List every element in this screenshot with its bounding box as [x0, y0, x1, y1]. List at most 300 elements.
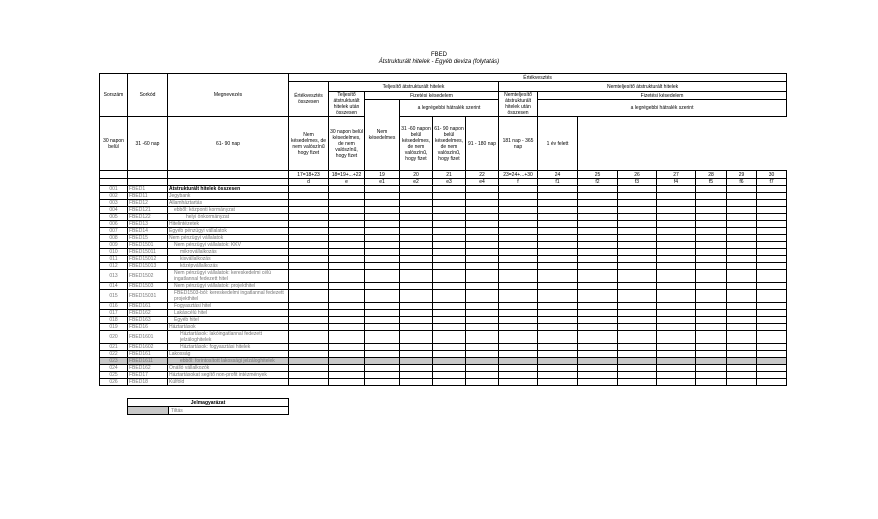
- value-cell[interactable]: [400, 200, 433, 207]
- value-cell[interactable]: [365, 249, 400, 256]
- value-cell[interactable]: [618, 351, 657, 358]
- value-cell[interactable]: [400, 372, 433, 379]
- value-cell[interactable]: [499, 324, 538, 331]
- value-cell[interactable]: [538, 372, 578, 379]
- value-cell[interactable]: [696, 221, 727, 228]
- value-cell[interactable]: [329, 249, 365, 256]
- value-cell[interactable]: [696, 214, 727, 221]
- value-cell[interactable]: [289, 372, 329, 379]
- value-cell[interactable]: [400, 331, 433, 344]
- value-cell[interactable]: [538, 344, 578, 351]
- value-cell[interactable]: [289, 256, 329, 263]
- value-cell[interactable]: [329, 358, 365, 365]
- value-cell[interactable]: [727, 263, 757, 270]
- value-cell[interactable]: [696, 207, 727, 214]
- value-cell[interactable]: [499, 256, 538, 263]
- value-cell[interactable]: [289, 186, 329, 193]
- value-cell[interactable]: [578, 256, 618, 263]
- value-cell[interactable]: [757, 256, 787, 263]
- value-cell[interactable]: [657, 186, 696, 193]
- value-cell[interactable]: [727, 193, 757, 200]
- value-cell[interactable]: [696, 344, 727, 351]
- value-cell[interactable]: [578, 283, 618, 290]
- value-cell[interactable]: [657, 290, 696, 303]
- value-cell[interactable]: [289, 242, 329, 249]
- value-cell[interactable]: [618, 324, 657, 331]
- value-cell[interactable]: [696, 379, 727, 386]
- value-cell[interactable]: [365, 310, 400, 317]
- value-cell[interactable]: [466, 310, 499, 317]
- value-cell[interactable]: [657, 270, 696, 283]
- value-cell[interactable]: [757, 344, 787, 351]
- value-cell[interactable]: [696, 193, 727, 200]
- value-cell[interactable]: [329, 186, 365, 193]
- value-cell[interactable]: [433, 270, 466, 283]
- value-cell[interactable]: [365, 235, 400, 242]
- value-cell[interactable]: [289, 290, 329, 303]
- value-cell[interactable]: [538, 351, 578, 358]
- value-cell[interactable]: [538, 228, 578, 235]
- value-cell[interactable]: [727, 358, 757, 365]
- value-cell[interactable]: [538, 193, 578, 200]
- value-cell[interactable]: [329, 351, 365, 358]
- value-cell[interactable]: [618, 310, 657, 317]
- value-cell[interactable]: [433, 242, 466, 249]
- value-cell[interactable]: [433, 324, 466, 331]
- value-cell[interactable]: [538, 310, 578, 317]
- value-cell[interactable]: [578, 193, 618, 200]
- value-cell[interactable]: [727, 379, 757, 386]
- value-cell[interactable]: [696, 317, 727, 324]
- value-cell[interactable]: [499, 310, 538, 317]
- value-cell[interactable]: [466, 283, 499, 290]
- value-cell[interactable]: [757, 249, 787, 256]
- value-cell[interactable]: [289, 379, 329, 386]
- value-cell[interactable]: [499, 193, 538, 200]
- value-cell[interactable]: [757, 228, 787, 235]
- value-cell[interactable]: [757, 186, 787, 193]
- value-cell[interactable]: [657, 249, 696, 256]
- value-cell[interactable]: [400, 310, 433, 317]
- value-cell[interactable]: [578, 290, 618, 303]
- value-cell[interactable]: [657, 365, 696, 372]
- value-cell[interactable]: [657, 351, 696, 358]
- value-cell[interactable]: [578, 324, 618, 331]
- value-cell[interactable]: [727, 214, 757, 221]
- value-cell[interactable]: [727, 351, 757, 358]
- value-cell[interactable]: [657, 372, 696, 379]
- value-cell[interactable]: [329, 193, 365, 200]
- value-cell[interactable]: [757, 193, 787, 200]
- value-cell[interactable]: [578, 186, 618, 193]
- value-cell[interactable]: [289, 344, 329, 351]
- value-cell[interactable]: [365, 256, 400, 263]
- value-cell[interactable]: [538, 290, 578, 303]
- value-cell[interactable]: [618, 256, 657, 263]
- value-cell[interactable]: [433, 221, 466, 228]
- value-cell[interactable]: [757, 214, 787, 221]
- value-cell[interactable]: [365, 290, 400, 303]
- value-cell[interactable]: [696, 283, 727, 290]
- value-cell[interactable]: [757, 358, 787, 365]
- value-cell[interactable]: [433, 200, 466, 207]
- value-cell[interactable]: [657, 242, 696, 249]
- value-cell[interactable]: [696, 351, 727, 358]
- value-cell[interactable]: [657, 207, 696, 214]
- value-cell[interactable]: [365, 228, 400, 235]
- value-cell[interactable]: [466, 344, 499, 351]
- value-cell[interactable]: [400, 270, 433, 283]
- value-cell[interactable]: [466, 324, 499, 331]
- value-cell[interactable]: [400, 290, 433, 303]
- value-cell[interactable]: [466, 235, 499, 242]
- value-cell[interactable]: [329, 372, 365, 379]
- value-cell[interactable]: [538, 214, 578, 221]
- value-cell[interactable]: [466, 372, 499, 379]
- value-cell[interactable]: [499, 270, 538, 283]
- value-cell[interactable]: [289, 221, 329, 228]
- value-cell[interactable]: [538, 186, 578, 193]
- value-cell[interactable]: [365, 242, 400, 249]
- value-cell[interactable]: [400, 186, 433, 193]
- value-cell[interactable]: [618, 372, 657, 379]
- value-cell[interactable]: [433, 263, 466, 270]
- value-cell[interactable]: [696, 365, 727, 372]
- value-cell[interactable]: [538, 242, 578, 249]
- value-cell[interactable]: [289, 249, 329, 256]
- value-cell[interactable]: [757, 379, 787, 386]
- value-cell[interactable]: [466, 379, 499, 386]
- value-cell[interactable]: [618, 235, 657, 242]
- value-cell[interactable]: [499, 263, 538, 270]
- value-cell[interactable]: [696, 242, 727, 249]
- value-cell[interactable]: [618, 207, 657, 214]
- value-cell[interactable]: [433, 344, 466, 351]
- value-cell[interactable]: [466, 303, 499, 310]
- value-cell[interactable]: [289, 207, 329, 214]
- value-cell[interactable]: [538, 358, 578, 365]
- value-cell[interactable]: [657, 303, 696, 310]
- value-cell[interactable]: [657, 358, 696, 365]
- value-cell[interactable]: [757, 283, 787, 290]
- value-cell[interactable]: [329, 214, 365, 221]
- value-cell[interactable]: [400, 317, 433, 324]
- value-cell[interactable]: [696, 372, 727, 379]
- value-cell[interactable]: [727, 242, 757, 249]
- value-cell[interactable]: [433, 372, 466, 379]
- value-cell[interactable]: [578, 331, 618, 344]
- value-cell[interactable]: [365, 344, 400, 351]
- value-cell[interactable]: [696, 303, 727, 310]
- value-cell[interactable]: [466, 317, 499, 324]
- value-cell[interactable]: [499, 283, 538, 290]
- value-cell[interactable]: [538, 365, 578, 372]
- value-cell[interactable]: [657, 200, 696, 207]
- value-cell[interactable]: [618, 379, 657, 386]
- value-cell[interactable]: [538, 379, 578, 386]
- value-cell[interactable]: [657, 235, 696, 242]
- value-cell[interactable]: [538, 317, 578, 324]
- value-cell[interactable]: [578, 221, 618, 228]
- value-cell[interactable]: [757, 200, 787, 207]
- value-cell[interactable]: [499, 317, 538, 324]
- value-cell[interactable]: [466, 228, 499, 235]
- value-cell[interactable]: [727, 365, 757, 372]
- value-cell[interactable]: [433, 186, 466, 193]
- value-cell[interactable]: [289, 358, 329, 365]
- value-cell[interactable]: [329, 235, 365, 242]
- value-cell[interactable]: [289, 263, 329, 270]
- value-cell[interactable]: [466, 365, 499, 372]
- value-cell[interactable]: [499, 358, 538, 365]
- value-cell[interactable]: [433, 256, 466, 263]
- value-cell[interactable]: [329, 290, 365, 303]
- value-cell[interactable]: [289, 365, 329, 372]
- value-cell[interactable]: [400, 214, 433, 221]
- value-cell[interactable]: [499, 344, 538, 351]
- value-cell[interactable]: [696, 331, 727, 344]
- value-cell[interactable]: [433, 317, 466, 324]
- value-cell[interactable]: [757, 351, 787, 358]
- value-cell[interactable]: [757, 221, 787, 228]
- value-cell[interactable]: [400, 207, 433, 214]
- value-cell[interactable]: [289, 214, 329, 221]
- value-cell[interactable]: [696, 200, 727, 207]
- value-cell[interactable]: [657, 221, 696, 228]
- value-cell[interactable]: [400, 256, 433, 263]
- value-cell[interactable]: [696, 290, 727, 303]
- value-cell[interactable]: [365, 193, 400, 200]
- value-cell[interactable]: [466, 214, 499, 221]
- value-cell[interactable]: [727, 372, 757, 379]
- value-cell[interactable]: [365, 324, 400, 331]
- value-cell[interactable]: [696, 263, 727, 270]
- value-cell[interactable]: [727, 235, 757, 242]
- value-cell[interactable]: [578, 344, 618, 351]
- value-cell[interactable]: [466, 351, 499, 358]
- value-cell[interactable]: [696, 249, 727, 256]
- value-cell[interactable]: [657, 256, 696, 263]
- value-cell[interactable]: [727, 324, 757, 331]
- value-cell[interactable]: [433, 228, 466, 235]
- value-cell[interactable]: [538, 331, 578, 344]
- value-cell[interactable]: [433, 214, 466, 221]
- value-cell[interactable]: [433, 365, 466, 372]
- value-cell[interactable]: [757, 263, 787, 270]
- value-cell[interactable]: [757, 317, 787, 324]
- value-cell[interactable]: [657, 228, 696, 235]
- value-cell[interactable]: [618, 249, 657, 256]
- value-cell[interactable]: [657, 344, 696, 351]
- value-cell[interactable]: [400, 263, 433, 270]
- value-cell[interactable]: [618, 242, 657, 249]
- value-cell[interactable]: [578, 310, 618, 317]
- value-cell[interactable]: [400, 303, 433, 310]
- value-cell[interactable]: [466, 221, 499, 228]
- value-cell[interactable]: [433, 358, 466, 365]
- value-cell[interactable]: [499, 186, 538, 193]
- value-cell[interactable]: [499, 379, 538, 386]
- value-cell[interactable]: [365, 186, 400, 193]
- value-cell[interactable]: [757, 331, 787, 344]
- value-cell[interactable]: [499, 331, 538, 344]
- value-cell[interactable]: [499, 290, 538, 303]
- value-cell[interactable]: [538, 207, 578, 214]
- value-cell[interactable]: [578, 242, 618, 249]
- value-cell[interactable]: [329, 228, 365, 235]
- value-cell[interactable]: [499, 207, 538, 214]
- value-cell[interactable]: [618, 221, 657, 228]
- value-cell[interactable]: [578, 207, 618, 214]
- value-cell[interactable]: [757, 290, 787, 303]
- value-cell[interactable]: [289, 270, 329, 283]
- value-cell[interactable]: [727, 283, 757, 290]
- value-cell[interactable]: [618, 228, 657, 235]
- value-cell[interactable]: [289, 228, 329, 235]
- value-cell[interactable]: [578, 351, 618, 358]
- value-cell[interactable]: [696, 310, 727, 317]
- value-cell[interactable]: [365, 270, 400, 283]
- value-cell[interactable]: [657, 283, 696, 290]
- value-cell[interactable]: [727, 270, 757, 283]
- value-cell[interactable]: [727, 344, 757, 351]
- value-cell[interactable]: [289, 283, 329, 290]
- value-cell[interactable]: [618, 331, 657, 344]
- value-cell[interactable]: [466, 249, 499, 256]
- value-cell[interactable]: [466, 242, 499, 249]
- value-cell[interactable]: [538, 270, 578, 283]
- value-cell[interactable]: [400, 228, 433, 235]
- value-cell[interactable]: [618, 270, 657, 283]
- value-cell[interactable]: [499, 228, 538, 235]
- value-cell[interactable]: [657, 324, 696, 331]
- value-cell[interactable]: [727, 228, 757, 235]
- value-cell[interactable]: [696, 256, 727, 263]
- value-cell[interactable]: [365, 372, 400, 379]
- value-cell[interactable]: [289, 303, 329, 310]
- value-cell[interactable]: [466, 263, 499, 270]
- value-cell[interactable]: [329, 283, 365, 290]
- value-cell[interactable]: [433, 193, 466, 200]
- value-cell[interactable]: [365, 303, 400, 310]
- value-cell[interactable]: [400, 242, 433, 249]
- value-cell[interactable]: [618, 283, 657, 290]
- value-cell[interactable]: [400, 358, 433, 365]
- value-cell[interactable]: [538, 283, 578, 290]
- value-cell[interactable]: [400, 365, 433, 372]
- value-cell[interactable]: [757, 324, 787, 331]
- value-cell[interactable]: [433, 249, 466, 256]
- value-cell[interactable]: [433, 207, 466, 214]
- value-cell[interactable]: [433, 351, 466, 358]
- value-cell[interactable]: [578, 249, 618, 256]
- value-cell[interactable]: [618, 358, 657, 365]
- value-cell[interactable]: [499, 242, 538, 249]
- value-cell[interactable]: [329, 242, 365, 249]
- value-cell[interactable]: [289, 351, 329, 358]
- value-cell[interactable]: [289, 310, 329, 317]
- value-cell[interactable]: [657, 263, 696, 270]
- value-cell[interactable]: [578, 214, 618, 221]
- value-cell[interactable]: [365, 207, 400, 214]
- value-cell[interactable]: [329, 256, 365, 263]
- value-cell[interactable]: [499, 200, 538, 207]
- value-cell[interactable]: [466, 331, 499, 344]
- value-cell[interactable]: [400, 193, 433, 200]
- value-cell[interactable]: [578, 228, 618, 235]
- value-cell[interactable]: [466, 186, 499, 193]
- value-cell[interactable]: [727, 331, 757, 344]
- value-cell[interactable]: [329, 331, 365, 344]
- value-cell[interactable]: [400, 221, 433, 228]
- value-cell[interactable]: [400, 324, 433, 331]
- value-cell[interactable]: [538, 324, 578, 331]
- value-cell[interactable]: [727, 249, 757, 256]
- value-cell[interactable]: [365, 317, 400, 324]
- value-cell[interactable]: [499, 303, 538, 310]
- value-cell[interactable]: [329, 365, 365, 372]
- value-cell[interactable]: [289, 193, 329, 200]
- value-cell[interactable]: [365, 200, 400, 207]
- value-cell[interactable]: [578, 303, 618, 310]
- value-cell[interactable]: [696, 358, 727, 365]
- value-cell[interactable]: [757, 372, 787, 379]
- value-cell[interactable]: [289, 324, 329, 331]
- value-cell[interactable]: [578, 263, 618, 270]
- value-cell[interactable]: [466, 193, 499, 200]
- value-cell[interactable]: [329, 317, 365, 324]
- value-cell[interactable]: [466, 200, 499, 207]
- value-cell[interactable]: [466, 207, 499, 214]
- value-cell[interactable]: [657, 214, 696, 221]
- value-cell[interactable]: [466, 270, 499, 283]
- value-cell[interactable]: [538, 249, 578, 256]
- value-cell[interactable]: [538, 200, 578, 207]
- value-cell[interactable]: [289, 200, 329, 207]
- value-cell[interactable]: [727, 317, 757, 324]
- value-cell[interactable]: [727, 310, 757, 317]
- value-cell[interactable]: [578, 317, 618, 324]
- value-cell[interactable]: [499, 235, 538, 242]
- value-cell[interactable]: [365, 214, 400, 221]
- value-cell[interactable]: [466, 256, 499, 263]
- value-cell[interactable]: [289, 235, 329, 242]
- value-cell[interactable]: [696, 235, 727, 242]
- value-cell[interactable]: [433, 331, 466, 344]
- value-cell[interactable]: [618, 303, 657, 310]
- value-cell[interactable]: [365, 379, 400, 386]
- value-cell[interactable]: [727, 303, 757, 310]
- value-cell[interactable]: [538, 235, 578, 242]
- value-cell[interactable]: [696, 186, 727, 193]
- value-cell[interactable]: [757, 310, 787, 317]
- value-cell[interactable]: [578, 379, 618, 386]
- value-cell[interactable]: [657, 317, 696, 324]
- value-cell[interactable]: [329, 344, 365, 351]
- value-cell[interactable]: [578, 235, 618, 242]
- value-cell[interactable]: [757, 365, 787, 372]
- value-cell[interactable]: [618, 200, 657, 207]
- value-cell[interactable]: [433, 235, 466, 242]
- value-cell[interactable]: [289, 331, 329, 344]
- value-cell[interactable]: [433, 303, 466, 310]
- value-cell[interactable]: [329, 303, 365, 310]
- value-cell[interactable]: [365, 263, 400, 270]
- value-cell[interactable]: [727, 221, 757, 228]
- value-cell[interactable]: [578, 365, 618, 372]
- value-cell[interactable]: [618, 263, 657, 270]
- value-cell[interactable]: [578, 200, 618, 207]
